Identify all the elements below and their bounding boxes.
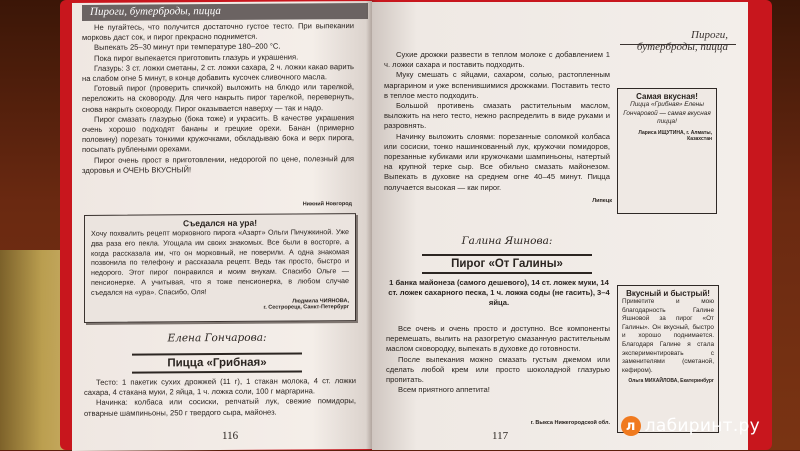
paragraph: Начинка: колбаса или сосиски, репчатый лук, свежие помидоры, отварные шампиньоны, 250 г твердого сыра, майонез. xyxy=(84,396,356,418)
paragraph: Пирог смазать глазурью (бока тоже) и украсить. В качестве украшения очень хорошо подходят бананы и грецкие орехи. Банан (примерно половину) порезать тонкими кружочками, обкладываю бока и верх пирога, посыпать рублеными орехами. xyxy=(82,112,354,155)
recipe-ingredients: 1 банка майонеза (самого дешевого), 14 ст. ложек муки, 14 ст. ложек сахарного песка, 1 ч. ложка соды (не гасить), 3–4 яйца. xyxy=(388,278,610,308)
side-review-2 xyxy=(617,285,719,433)
recipe-title: Пирог «От Галины» xyxy=(422,254,592,274)
paragraph: После выпекания можно смазать густым джемом или сделать любой крем или просто шоколадной глазурью пропитать. xyxy=(386,354,610,385)
paragraph: Все очень и очень просто и доступно. Все компоненты перемешать, вылить на разогретую смазанную растительным маслом сковородку, выпекать в духовке до готовности. xyxy=(386,324,610,354)
right-signature: Липецк xyxy=(592,198,612,204)
side-review-1-text: Пицца «Грибная» Елены Гончаровой — самая вкусная пицца! xyxy=(623,101,711,126)
author-name: Галина Яшнова: xyxy=(461,235,553,247)
side-review-1-title: Самая вкусная! xyxy=(636,92,698,101)
side-review-1-signature: Лариса ИЩУТИНА, г. Алматы, Казахстан xyxy=(638,129,712,142)
side-review-2-title: Вкусный и быстрый! xyxy=(626,289,710,298)
side-review-2-signature: Ольга МИХАЙЛОВА, Екатеринбург xyxy=(628,378,714,385)
paragraph: Не пугайтесь, что получится достаточно густое тесто. При выпекании морковь даст сок, и пирог прекрасно поднимется. xyxy=(82,21,354,43)
side-review-1 xyxy=(617,88,717,214)
review-box-title: Съедался на ура! xyxy=(182,217,258,229)
paragraph: Пока пирог выпекается приготовить глазурь и украшения. xyxy=(94,52,299,63)
review-box-signature: Людмила ЧИЯНОВА, г. Сестрорецк, Санкт-Петербург xyxy=(263,297,349,311)
recipe-ingredients xyxy=(84,376,356,419)
paragraph: Выпекать 25–30 минут при температуре 180–200 °C. xyxy=(94,41,281,53)
left-intro-text xyxy=(82,21,354,176)
paragraph: Большой противень смазать растительным маслом, выложить на него тесто, нежно распределить в виде руками и разровнять. xyxy=(384,101,610,131)
review-box xyxy=(84,213,356,323)
paragraph: Муку смешать с яйцами, сахаром, солью, растопленным маргарином и уже вспенившимися дрожжами. Поставить тесто в теплое место подходить. xyxy=(384,70,610,100)
paragraph: Готовый пирог (проверить спичкой) выложить на блюдо или тарелкой, переложить на сковороду. Для чего накрыть пирог тарелкой, перевернуть, снова накрыть сковороду. Пирог оказывается наверху — так и надо. xyxy=(82,82,354,114)
paragraph: Начинку выложить слоями: порезанные соломкой колбаса или сосиски, тонко нашинкованный лук, кружочки помидоров, порезанные кубиками или кружочками шампиньоны, натертый на крупной терке сыр. Все обильно смазать майонезом. Выпекать в духовке на среднем огне 40–45 минут. Пицца получается высокая — как пирог. xyxy=(384,131,610,192)
recipe-title: Пицца «Грибная» xyxy=(132,352,302,373)
watermark xyxy=(621,416,760,436)
running-head-right: Пироги, бутерброды, пицца xyxy=(620,28,736,45)
right-page xyxy=(372,2,748,450)
paragraph: Глазурь: 3 ст. ложки сметаны, 2 ст. ложки сахара, 2 ч. ложки какао варить на слабом огне 5 минут, в конце добавить кусочек сливочного масла. xyxy=(82,61,354,83)
left-page xyxy=(72,1,372,451)
intro-signature: Нижний Новгород xyxy=(302,201,352,208)
watermark-text: лабиринт.ру xyxy=(644,416,760,436)
labirint-logo-icon: л xyxy=(621,416,641,436)
paragraph: Тесто: 1 пакетик сухих дрожжей (11 г), 1 стакан молока, 4 ст. ложки сахара, 4 стакана муки, 2 яйца, 1 ч. ложка соли, 100 г маргарина. xyxy=(84,376,356,398)
side-review-2-text: Приметите и мою благодарность Галине Яшновой за пирог «От Галины». Он вкусный, быстро и хорошо поднимается. Благодаря Галине я стала экспериментировать с заменителями (сметаной, кефиром). xyxy=(622,298,714,374)
page-number-left: 116 xyxy=(222,429,239,442)
review-box-text: Хочу похвалить рецепт морковного пирога «Азарт» Ольги Пичужкиной. Уже два раза его пекла. Угощала им своих знакомых. Все были в восторге, а когда рассказала им, что он морковный, не поверили. А одна знакомая позвонила по телефону и рассказала рецепт. Ведь так просто, быстро и недорого. Этот пирог понравился и моим внукам. Спасибо Ольге — пенсионерке. А учитывая, что я тоже пенсионерка, в любом случае съедался на «ура». Спасибо, Оля! xyxy=(91,227,349,297)
running-head-left: Пироги, бутерброды, пицца xyxy=(82,3,368,21)
method-signature: г. Выкса Нижегородской обл. xyxy=(530,420,610,426)
paragraph: Сухие дрожжи развести в теплом молоке с добавлением 1 ч. ложки сахара и поставить подходить. xyxy=(384,50,610,70)
paragraph: Пирог очень прост в приготовлении, недорогой по цене, полезный для здоровья и ОЧЕНЬ ВКУСНЫЙ! xyxy=(82,153,354,175)
page-number-right: 117 xyxy=(492,430,509,442)
author-name: Елена Гончарова: xyxy=(167,331,267,345)
recipe-method xyxy=(386,324,610,395)
right-method-text xyxy=(384,50,610,193)
paragraph: Всем приятного аппетита! xyxy=(398,385,490,395)
